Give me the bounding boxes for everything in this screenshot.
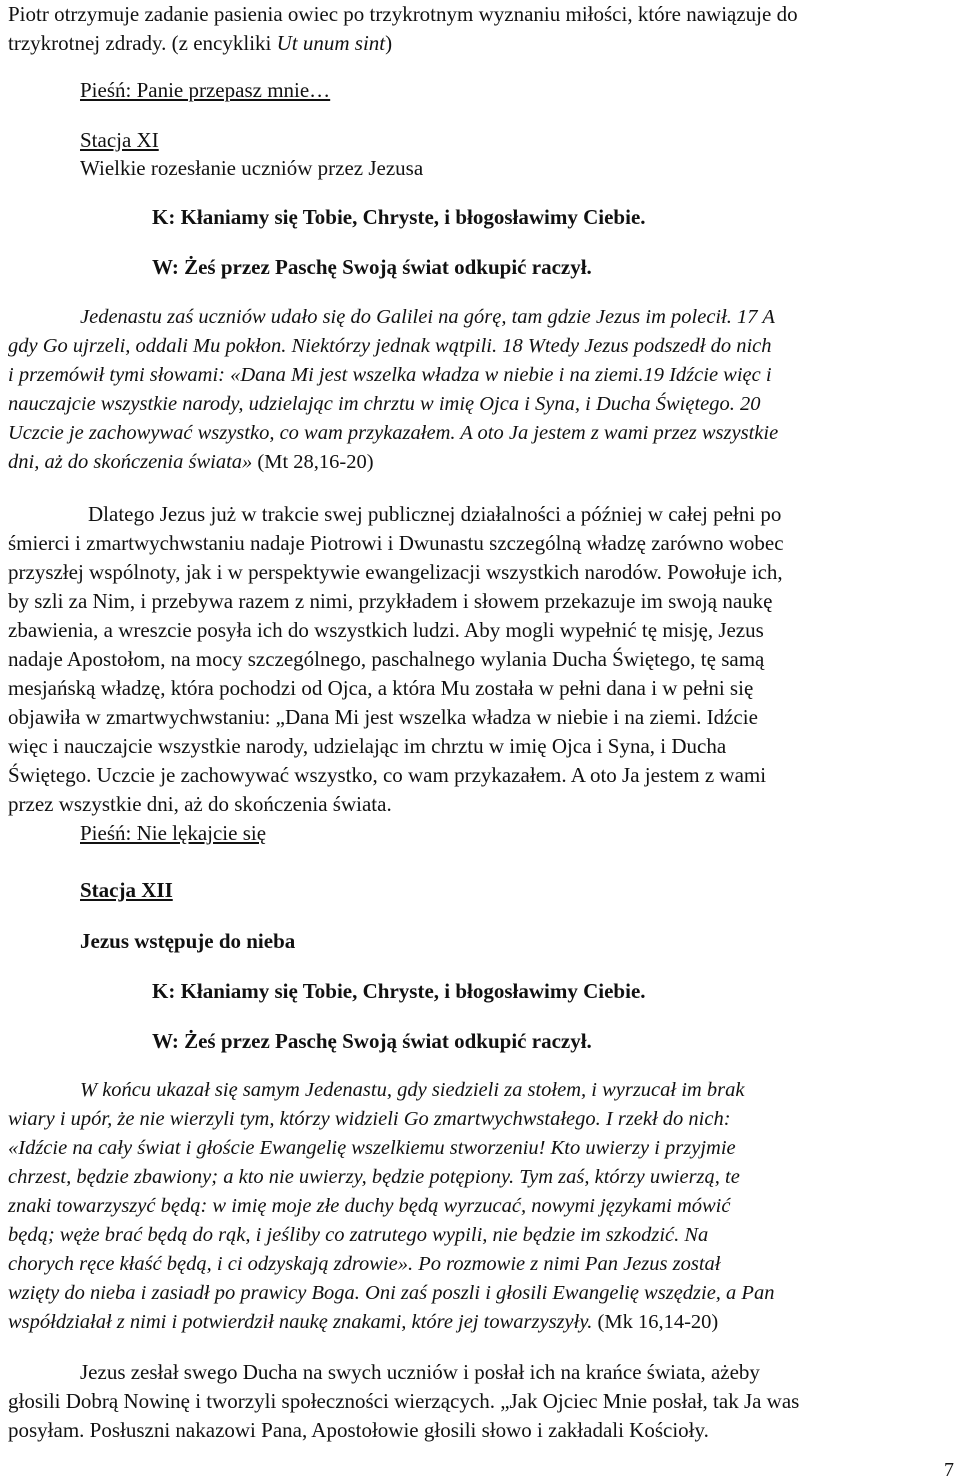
intro-line-2b: )	[385, 31, 393, 55]
scripture-line: nauczajcie wszystkie narody, udzielając im chrztu w imię Ojca i Syna, i Ducha Świętego. 20	[8, 393, 761, 415]
commentary-line: śmierci i zmartwychwstaniu nadaje Piotrowi i Dwunastu szczególną władzę zarówno wobec	[8, 531, 784, 555]
station-12-title: Jezus wstępuje do nieba	[80, 929, 296, 953]
commentary-line: zbawienia, a wreszcie posyła ich do wszystkich ludzi. Aby mogli wypełnić tę misję, Jezus	[8, 618, 764, 642]
intro-paragraph	[8, 0, 952, 58]
scripture-line: dni, aż do skończenia świata»	[8, 451, 253, 473]
commentary-line: przez wszystkie dni, aż do skończenia świata.	[8, 792, 392, 816]
scripture-line: Jedenastu zaś uczniów udało się do Galilei na górę, tam gdzie Jezus im polecił. 17 A	[80, 306, 775, 328]
station-12-commentary	[8, 1358, 952, 1445]
scripture-line: chrzest, będzie zbawiony; a kto nie uwierzy, będzie potępiony. Tym zaś, którzy uwierzą, te	[8, 1166, 740, 1188]
station-11-heading: Stacja XI	[80, 128, 159, 152]
commentary-line: mesjańską władzę, która pochodzi od Ojca, a która Mu została w pełni dana i w pełni się	[8, 676, 754, 700]
scripture-line: znaki towarzyszyć będą: w imię moje złe duchy będą wyrzucać, nowymi językami mówić	[8, 1195, 731, 1217]
commentary-line: nadaje Apostołom, na mocy szczególnego, paschalnego wylania Ducha Świętego, tę samą	[8, 647, 765, 671]
scripture-line: «Idźcie na cały świat i głoście Ewangelię wszelkiemu stworzeniu! Kto uwierzy i przyjmie	[8, 1137, 736, 1159]
song-2: Pieśń: Nie lękajcie się	[80, 821, 267, 845]
song-1: Pieśń: Panie przepasz mnie…	[80, 78, 331, 102]
intro-encyclical-title: Ut unum sint	[276, 31, 386, 55]
station-12-scripture	[8, 1076, 952, 1337]
scripture-line: wzięty do nieba i zasiadł po prawicy Boga. Oni zaś poszli i głosili Ewangelię wszędzie, a Pan	[8, 1282, 775, 1304]
commentary-line: Jezus zesłał swego Ducha na swych uczniów i posłał ich na krańce świata, ażeby	[80, 1360, 760, 1384]
station-12-heading: Stacja XII	[80, 878, 173, 902]
scripture-reference: (Mt 28,16-20)	[252, 451, 374, 473]
station-11-title: Wielkie rozesłanie uczniów przez Jezusa	[80, 156, 424, 180]
station-11-k-response: K: Kłaniamy się Tobie, Chryste, i błogosławimy Ciebie.	[152, 205, 646, 229]
station-11-commentary	[8, 500, 952, 819]
scripture-line: W końcu ukazał się samym Jedenastu, gdy siedzieli za stołem, i wyrzucał im brak	[80, 1079, 745, 1101]
intro-line-2a: trzykrotnej zdrady. (z encykliki	[8, 31, 277, 55]
scripture-line: i przemówił tymi słowami: «Dana Mi jest wszelka władza w niebie i na ziemi.19 Idźcie więc i	[8, 364, 772, 386]
scripture-line: Uczcie je zachowywać wszystko, co wam przykazałem. A oto Ja jestem z wami przez wszystkie	[8, 422, 779, 444]
commentary-line: posyłam. Posłuszni nakazowi Pana, Apostołowie głosili słowo i zakładali Kościoły.	[8, 1418, 709, 1442]
commentary-line: więc i nauczajcie wszystkie narody, udzielając im chrztu w imię Ojca i Syna, i Ducha	[8, 734, 727, 758]
scripture-line: wiary i upór, że nie wierzyli tym, którzy widzieli Go zmartwychwstałego. I rzekł do nich:	[8, 1108, 731, 1130]
scripture-line: chorych ręce kłaść będą, i ci odzyskają zdrowie». Po rozmowie z nimi Pan Jezus został	[8, 1253, 721, 1275]
scripture-reference: (Mk 16,14-20)	[592, 1311, 719, 1333]
commentary-line: by szli za Nim, i przebywa razem z nimi, przykładem i słowem przekazuje im swoją naukę	[8, 589, 773, 613]
station-12-k-response: K: Kłaniamy się Tobie, Chryste, i błogosławimy Ciebie.	[152, 979, 646, 1003]
page-number: 7	[944, 1459, 954, 1481]
commentary-line: Świętego. Uczcie je zachowywać wszystko, co wam przykazałem. A oto Ja jestem z wami	[8, 763, 767, 787]
intro-line-1: Piotr otrzymuje zadanie pasienia owiec po trzykrotnym wyznaniu miłości, które nawiązuje do	[8, 2, 798, 26]
scripture-line: będą; węże brać będą do rąk, i jeśliby co zatrutego wypili, nie będzie im szkodzić. Na	[8, 1224, 709, 1246]
scripture-line: gdy Go ujrzeli, oddali Mu pokłon. Niektórzy jednak wątpili. 18 Wtedy Jezus podszedł do nich	[8, 335, 772, 357]
commentary-line: głosili Dobrą Nowinę i tworzyli społeczności wierzących. „Jak Ojciec Mnie posłał, tak Ja was	[8, 1389, 800, 1413]
station-11-scripture	[8, 303, 952, 477]
scripture-line: współdziałał z nimi i potwierdził naukę znakami, które jej towarzyszyły.	[8, 1311, 593, 1333]
station-12-w-response: W: Żeś przez Paschę Swoją świat odkupić raczył.	[152, 1029, 592, 1053]
station-11-w-response: W: Żeś przez Paschę Swoją świat odkupić raczył.	[152, 255, 592, 279]
commentary-line: Dlatego Jezus już w trakcie swej publicznej działalności a później w całej pełni po	[88, 502, 782, 526]
commentary-line: objawiła w zmartwychwstaniu: „Dana Mi jest wszelka władza w niebie i na ziemi. Idźcie	[8, 705, 758, 729]
commentary-line: przyszłej wspólnoty, jak i w perspektywie ewangelizacji wszystkich narodów. Powołuje ich,	[8, 560, 783, 584]
